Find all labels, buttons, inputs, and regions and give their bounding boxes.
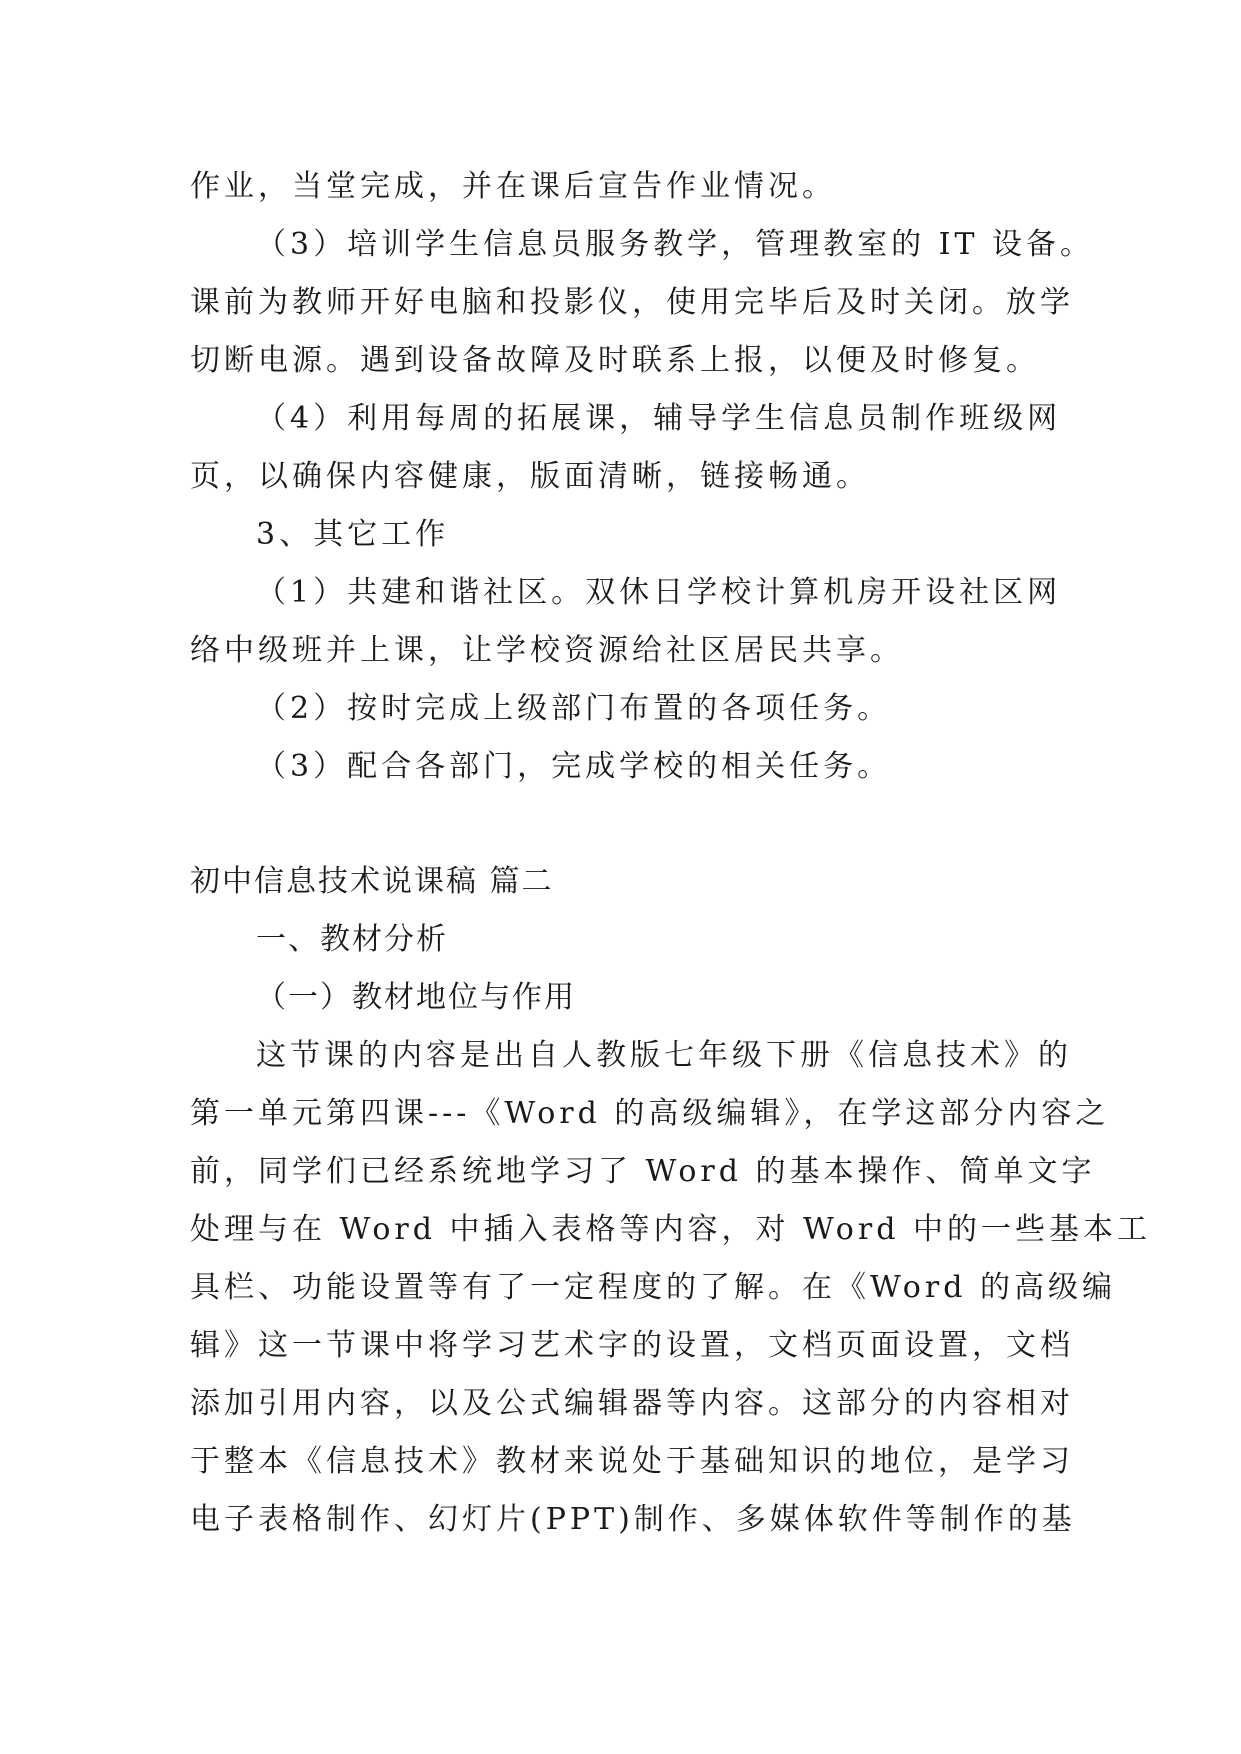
paragraph-line: 于整本《信息技术》教材来说处于基础知识的地位，是学习 [190, 1444, 1074, 1479]
paragraph-line: 课前为教师开好电脑和投影仪，使用完毕后及时关闭。放学 [190, 285, 1074, 320]
paragraph-line: （2）按时完成上级部门布置的各项任务。 [256, 691, 892, 726]
article-title: 初中信息技术说课稿 篇二 [190, 864, 554, 899]
paragraph-line: 添加引用内容，以及公式编辑器等内容。这部分的内容相对 [190, 1386, 1074, 1421]
paragraph-line: 处理与在 Word 中插入表格等内容，对 Word 中的一些基本工 [190, 1212, 1151, 1247]
paragraph-line: 作业，当堂完成，并在课后宣告作业情况。 [190, 169, 836, 204]
paragraph-line: 具栏、功能设置等有了一定程度的了解。在《Word 的高级编 [190, 1270, 1116, 1305]
paragraph-line: （1）共建和谐社区。双休日学校计算机房开设社区网 [256, 575, 1062, 610]
paragraph-line: 切断电源。遇到设备故障及时联系上报，以便及时修复。 [190, 343, 1040, 378]
subsection-heading: （一）教材地位与作用 [256, 980, 576, 1015]
paragraph-line: 页，以确保内容健康，版面清晰，链接畅通。 [190, 459, 870, 494]
section-heading: 3、其它工作 [256, 517, 450, 552]
paragraph-line: 这节课的内容是出自人教版七年级下册《信息技术》的 [256, 1038, 1072, 1073]
section-heading: 一、教材分析 [256, 922, 448, 957]
paragraph-line: （3）配合各部门，完成学校的相关任务。 [256, 749, 892, 784]
paragraph-line: 辑》这一节课中将学习艺术字的设置，文档页面设置，文档 [190, 1328, 1074, 1363]
paragraph-line: 络中级班并上课，让学校资源给社区居民共享。 [190, 633, 904, 668]
paragraph-line: 第一单元第四课---《Word 的高级编辑》，在学这部分内容之 [190, 1096, 1110, 1131]
paragraph-line: 前，同学们已经系统地学习了 Word 的基本操作、简单文字 [190, 1154, 1096, 1189]
paragraph-line: （4）利用每周的拓展课，辅导学生信息员制作班级网 [256, 401, 1062, 436]
paragraph-line: （3）培训学生信息员服务教学，管理教室的 IT 设备。 [256, 227, 1095, 262]
paragraph-line: 电子表格制作、幻灯片(PPT)制作、多媒体软件等制作的基 [190, 1502, 1076, 1537]
